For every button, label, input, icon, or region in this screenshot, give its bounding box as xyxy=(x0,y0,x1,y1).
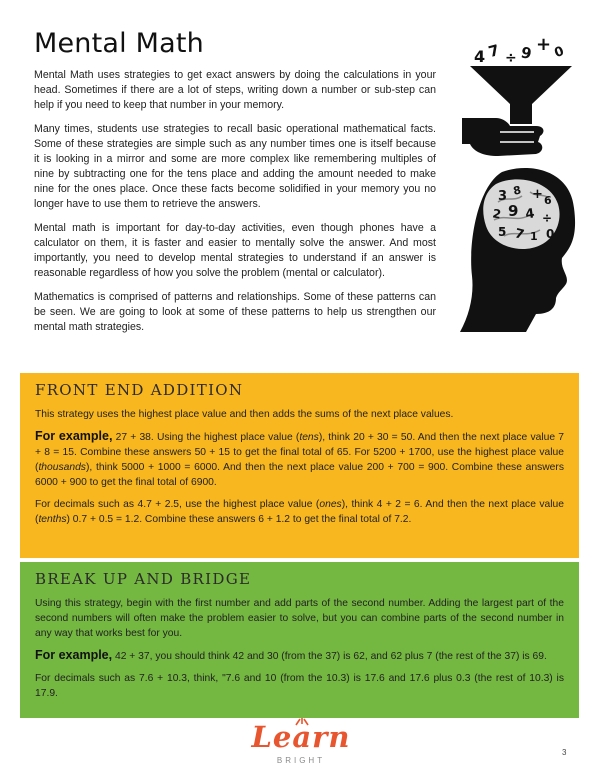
break-up-decimal-example: For decimals such as 7.6 + 10.3, think, "7.6 and 10 (from the 10.3) is 17.6 and 17.6 plus 0.3 (the rest of 10.3) is 17.9. xyxy=(35,673,564,699)
page-number: 3 xyxy=(562,748,567,757)
brain-symbol: 1 xyxy=(530,230,538,243)
decimal-text: ), think 4 + 2 = 6. And then the next place value ( xyxy=(35,499,564,525)
example-text: 42 + 37, you should think 42 and 30 (from the 37) is 62, and 62 plus 7 (the rest of the 37) is 69. xyxy=(112,651,547,662)
logo-word: Learn xyxy=(251,720,351,754)
funnel-symbol: 9 xyxy=(519,43,534,64)
brain-symbol: 3 xyxy=(498,189,508,204)
example-lead: For example, xyxy=(35,429,113,443)
learn-bright-logo xyxy=(248,718,354,770)
intro-paragraph: Many times, students use strategies to recall basic operational mathematical facts. Some of these strategies are simple such as any number times one is itself because it is looking in a mirror and some are more complex like remembering multiples of nine by subtracting one for the tens place and adding the amount needed to make nine for the ones place. Once these facts become solidified in your memory you no longer have to use them to retrieve the answers. xyxy=(34,123,436,210)
front-end-decimal-example xyxy=(35,497,564,527)
brain-symbol: 5 xyxy=(498,225,507,239)
brain-symbol: + xyxy=(532,187,543,202)
brain-symbol: 6 xyxy=(544,194,552,207)
example-text: 27 + 38. Using the highest place value ( xyxy=(112,432,300,443)
intro-paragraph: Mental Math uses strategies to get exact answers by doing the calculations in your head. Sometimes if there are a lot of steps, writing down a number or sub-step can help if you need to keep that number in your memory. xyxy=(34,69,436,111)
funnel-symbol: 0 xyxy=(552,43,567,62)
front-end-intro: This strategy uses the highest place value and then adds the sums of the next place values. xyxy=(35,409,454,420)
intro-section xyxy=(34,68,436,344)
front-end-example xyxy=(35,429,564,490)
break-up-intro: Using this strategy, begin with the first number and add parts of the second number. Adding the largest part of the second numbers will often make the problem easier to solve, but you can combine parts of the second number in any way that works best for you. xyxy=(35,598,564,639)
brain-symbol: 8 xyxy=(512,183,523,198)
brain-symbol: 4 xyxy=(524,206,536,223)
funnel-symbol: 4 xyxy=(474,47,486,66)
intro-paragraph: Mental math is important for day-to-day activities, even though phones have a calculator on them, it is faster and easier to mentally solve the answer. And most importantly, you need to develop mental strategies to understand if an answer is reasonable regardless of how you solve the problem (mental or calculator). xyxy=(34,222,436,279)
brain-symbol: 9 xyxy=(508,202,519,220)
decimal-emphasis: ones xyxy=(319,499,342,510)
funnel-symbol: + xyxy=(536,34,552,55)
brain-symbol: 2 xyxy=(491,206,503,222)
front-end-addition-heading: FRONT END ADDITION xyxy=(35,381,244,399)
head-funnel-numbers-icon xyxy=(440,32,582,332)
decimal-text: ) 0.7 + 0.5 = 1.2. Combine these answers 6 + 1.2 to get the final total of 7.2. xyxy=(66,514,412,525)
front-end-addition-box xyxy=(20,373,579,558)
example-text: ), think 20 + 30 = 50. And then the next place value 7 + 8 = 15. Combine these answers 50 + 15 to get the final total of 65. For 5200 + 1700, use the highest place value ( xyxy=(35,432,564,473)
funnel-symbol: 7 xyxy=(486,41,502,62)
break-up-example xyxy=(35,648,564,664)
decimal-text: For decimals such as 4.7 + 2.5, use the highest place value ( xyxy=(35,499,320,510)
page-title: Mental Math xyxy=(34,28,204,59)
example-emphasis: tens xyxy=(299,432,319,443)
logo-subtitle: BRIGHT xyxy=(276,756,326,765)
intro-paragraph: Mathematics is comprised of patterns and relationships. Some of these patterns can be seen. We are going to look at some of these patterns to help us strengthen our mental math strategies. xyxy=(34,291,436,333)
decimal-emphasis: tenths xyxy=(38,514,67,525)
brain-symbol: 7 xyxy=(513,226,526,244)
break-up-heading: BREAK UP AND BRIDGE xyxy=(35,570,252,588)
example-emphasis: thousands xyxy=(38,462,86,473)
brain-symbol: ÷ xyxy=(542,211,553,225)
brain-symbol: 0 xyxy=(546,227,555,241)
example-text: ), think 5000 + 1000 = 6000. And then the next place value 200 + 700 = 900. Combine these answers 6000 + 900 to get the final total of 6900. xyxy=(35,462,564,488)
example-lead: For example, xyxy=(35,648,113,662)
break-up-and-bridge-box xyxy=(20,562,579,718)
funnel-symbol: ÷ xyxy=(505,50,517,66)
